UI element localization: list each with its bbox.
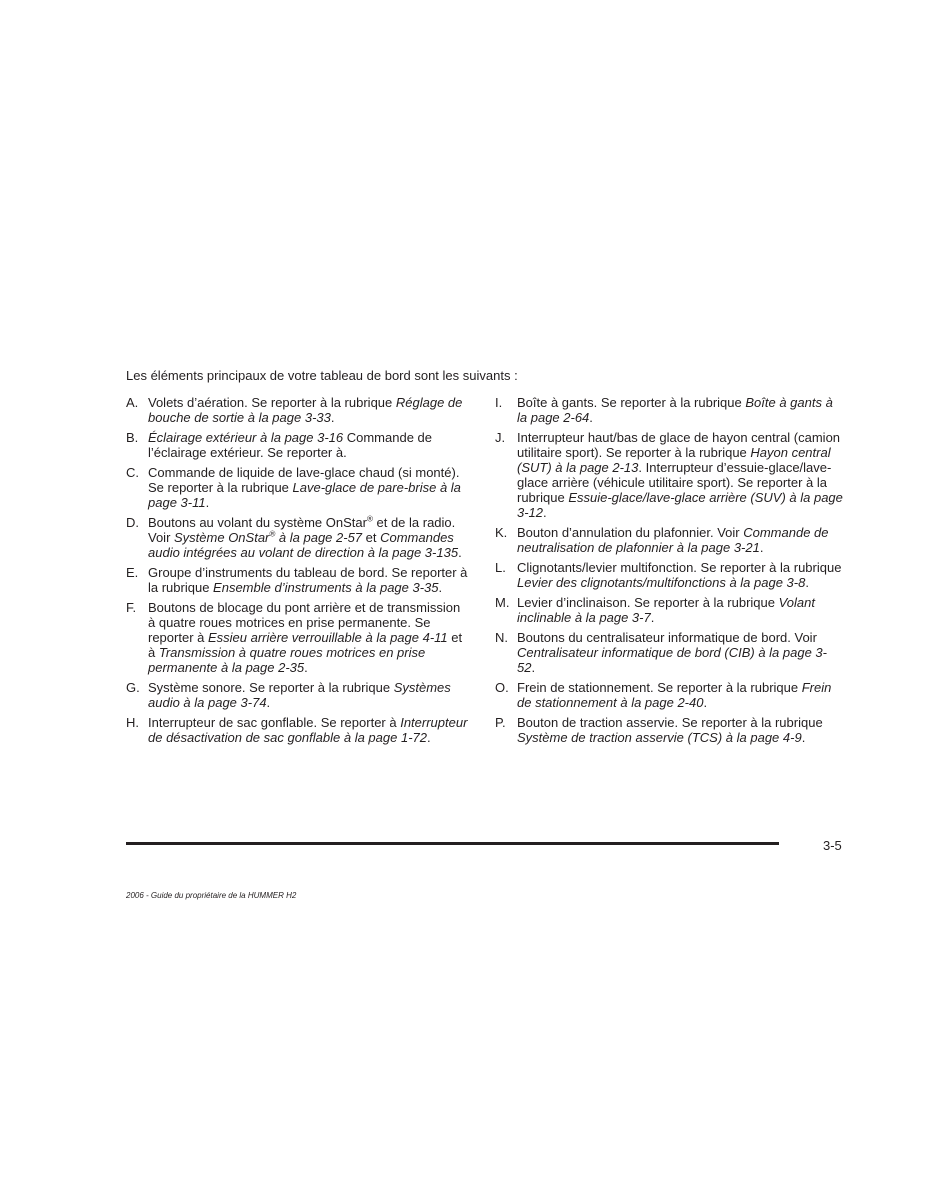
list-item [495, 715, 845, 745]
cross-reference-text: Réglage de bouche de sortie à la page 3-33 [148, 395, 463, 425]
list-item-letter [126, 565, 148, 595]
list-item-text [517, 430, 845, 520]
item-text-run: . [531, 660, 536, 675]
item-text-run: Groupe d’instruments du tableau de bord. Se reporter à la rubrique [148, 565, 468, 595]
list-item-letter-text: A. [126, 395, 139, 410]
list-item-letter [495, 525, 517, 555]
footer-rule [126, 842, 779, 845]
list-item [495, 680, 845, 710]
cross-reference-text: Frein de stationnement à la page 2-40 [517, 680, 832, 710]
item-text-run: . Interrupteur d’essuie-glace/lave-glace arrière (véhicule utilitaire sport). Se reporter à la rubrique [517, 460, 832, 505]
item-text-run: Interrupteur de sac gonflable. Se reporter à [148, 715, 401, 730]
item-text-run: et [362, 530, 381, 545]
item-text-run: Frein de stationnement. Se reporter à la rubrique [517, 680, 802, 695]
list-item-letter [126, 395, 148, 425]
list-item-letter-text: F. [126, 600, 137, 615]
list-item-letter-text: J. [495, 430, 506, 445]
list-item-letter-text: K. [495, 525, 508, 540]
list-item-text [517, 630, 845, 675]
item-text-run: . [438, 580, 443, 595]
list-item-letter [126, 680, 148, 710]
item-text-run: Boutons du centralisateur informatique de bord. Voir [517, 630, 817, 645]
cross-reference-text: Système de traction asservie (TCS) à la page 4-9 [517, 730, 802, 745]
list-item-letter-text: C. [126, 465, 139, 480]
list-item-text [148, 715, 471, 745]
list-item-letter-text: O. [495, 680, 509, 695]
list-item [126, 715, 471, 745]
list-item-letter-text: M. [495, 595, 510, 610]
item-text-run: Bouton d’annulation du plafonnier. Voir [517, 525, 744, 540]
item-text-run: . [759, 540, 764, 555]
list-item-text [517, 680, 845, 710]
item-text-run: . [801, 730, 806, 745]
list-item-text [148, 395, 471, 425]
list-item-text [517, 715, 845, 745]
list-item-letter [495, 430, 517, 520]
list-item [126, 465, 471, 510]
list-item-text [517, 525, 845, 555]
list-item-letter [495, 715, 517, 745]
right-column-list [495, 395, 845, 750]
item-text-run: . [589, 410, 593, 425]
intro-text: Les éléments principaux de votre tableau de bord sont les suivants : [126, 368, 518, 383]
item-text-run: . [543, 505, 547, 520]
item-text-run: . [266, 695, 271, 710]
list-item-text [517, 395, 845, 425]
list-item-text [148, 430, 471, 460]
list-item-letter-text: L. [495, 560, 506, 575]
item-text-run: . [426, 730, 431, 745]
item-text-run: Levier d’inclinaison. Se reporter à la rubrique [517, 595, 779, 610]
list-item-letter-text: G. [126, 680, 140, 695]
cross-reference-text: Essuie-glace/lave-glace arrière (SUV) à la page 3-12 [517, 490, 843, 520]
list-item-text [517, 560, 845, 590]
item-text-run: . [304, 660, 308, 675]
list-item [126, 395, 471, 425]
list-item [495, 525, 845, 555]
list-item-letter-text: H. [126, 715, 139, 730]
cross-reference-text: Systèmes audio à la page 3-74 [148, 680, 451, 710]
cross-reference-text: Boîte à gants à la page 2-64 [517, 395, 833, 425]
item-text-run: . [805, 575, 809, 590]
item-text-run: et de la radio. Voir [148, 515, 456, 545]
list-item [495, 560, 845, 590]
list-item [126, 430, 471, 460]
list-item-letter [495, 560, 517, 590]
cross-reference-text: Système OnStar [174, 530, 270, 545]
cross-reference-text: Lave-glace de pare-brise à la page 3-11 [148, 480, 461, 510]
list-item-text [148, 600, 471, 675]
cross-reference-text: Commande de neutralisation de plafonnier à la page 3-21 [517, 525, 829, 555]
item-text-run: ® [366, 514, 373, 524]
list-item [495, 430, 845, 520]
item-text-run: . [330, 410, 335, 425]
cross-reference-text: ® [269, 529, 276, 539]
item-text-run: Boutons au volant du système OnStar [148, 515, 367, 530]
page-number: 3-5 [823, 838, 842, 853]
list-item [126, 600, 471, 675]
item-text-run: Commande de liquide de lave-glace chaud (si monté). Se reporter à la rubrique [148, 465, 460, 495]
left-column-list [126, 395, 471, 750]
list-item-text [148, 515, 471, 560]
list-item-letter [495, 630, 517, 675]
list-item-letter-text: I. [495, 395, 503, 410]
cross-reference-text: Volant inclinable à la page 3-7 [517, 595, 815, 625]
list-item-letter [126, 515, 148, 560]
list-item-text [517, 595, 845, 625]
list-item-letter [495, 595, 517, 625]
list-item [495, 395, 845, 425]
list-item-letter [126, 715, 148, 745]
cross-reference-text: Ensemble d’instruments à la page 3-35 [213, 580, 439, 595]
list-item-letter-text: P. [495, 715, 506, 730]
item-text-run: Commande de l’éclairage extérieur. Se reporter à. [148, 430, 433, 460]
list-item-letter [126, 600, 148, 675]
item-text-run: Bouton de traction asservie. Se reporter à la rubrique [517, 715, 823, 730]
cross-reference-text: Levier des clignotants/multifonctions à la page 3-8 [517, 575, 806, 590]
list-item-letter-text: D. [126, 515, 139, 530]
item-text-run: . [703, 695, 708, 710]
cross-reference-text: Commandes audio intégrées au volant de direction à la page 3-135 [148, 530, 459, 560]
item-text-run: Système sonore. Se reporter à la rubrique [148, 680, 394, 695]
list-item [126, 565, 471, 595]
item-text-run: et à [148, 630, 463, 660]
list-item [126, 680, 471, 710]
list-item-letter [126, 465, 148, 510]
list-item-text [148, 680, 471, 710]
list-item [126, 515, 471, 560]
list-item-letter-text: E. [126, 565, 139, 580]
list-item [495, 595, 845, 625]
cross-reference-text: Transmission à quatre roues motrices en prise permanente à la page 2-35 [148, 645, 426, 675]
list-item-letter [495, 680, 517, 710]
list-item-letter-text: N. [495, 630, 508, 645]
item-text-run: . [650, 610, 655, 625]
list-item [495, 630, 845, 675]
list-item-text [148, 465, 471, 510]
list-item-letter-text: B. [126, 430, 139, 445]
list-item-letter [495, 395, 517, 425]
cross-reference-text: Essieu arrière verrouillable à la page 4-11 [207, 630, 448, 645]
item-text-run: . [458, 545, 462, 560]
cross-reference-text: Hayon central (SUT) à la page 2-13 [517, 445, 831, 475]
list-item-letter [126, 430, 148, 460]
item-text-run: Boîte à gants. Se reporter à la rubrique [517, 395, 746, 410]
item-text-run: . [205, 495, 210, 510]
cross-reference-text: Interrupteur de désactivation de sac gonflable à la page 1-72 [148, 715, 468, 745]
item-text-run: Boutons de blocage du pont arrière et de transmission à quatre roues motrices en prise permanente. Se reporter à [148, 600, 461, 645]
cross-reference-text: Centralisateur informatique de bord (CIB) à la page 3-52 [517, 645, 827, 675]
cross-reference-text: Éclairage extérieur à la page 3-16 [148, 430, 344, 445]
item-text-run: Volets d’aération. Se reporter à la rubrique [148, 395, 396, 410]
item-text-run: Clignotants/levier multifonction. Se reporter à la rubrique [517, 560, 842, 575]
footer-text: 2006 - Guide du propriétaire de la HUMMER H2 [126, 891, 297, 900]
list-item-text [148, 565, 471, 595]
cross-reference-text: à la page 2-57 [275, 530, 363, 545]
item-text-run: Interrupteur haut/bas de glace de hayon central (camion utilitaire sport). Se reporter à la rubrique [517, 430, 841, 460]
